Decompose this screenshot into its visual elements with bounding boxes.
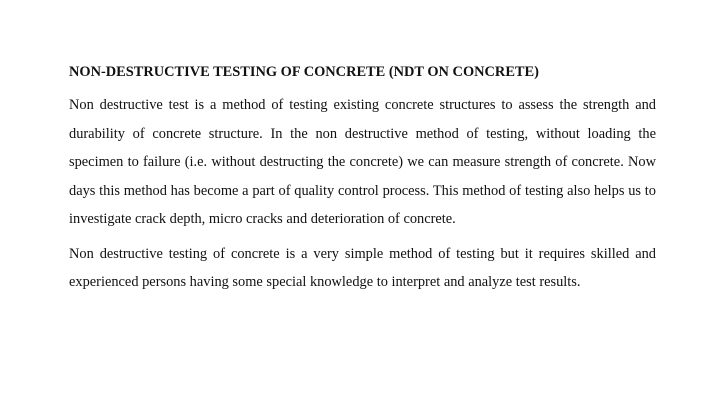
document-title: NON-DESTRUCTIVE TESTING OF CONCRETE (NDT ON CONCRETE) [69, 64, 539, 80]
paragraph-requirements: Non destructive testing of concrete is a very simple method of testing but it requires skilled and experienced persons having some special knowledge to interpret and analyze test results. [69, 245, 656, 290]
paragraph-definition: Non destructive test is a method of testing existing concrete structures to assess the strength and durability of concrete structure. In the non destructive method of testing, without loading the specimen to failure (i.e. without destructing the concrete) we can measure strength of concrete. Now days this method has become a part of quality control process. This method of testing also helps us to investigate crack depth, micro cracks and deterioration of concrete. [69, 97, 656, 227]
